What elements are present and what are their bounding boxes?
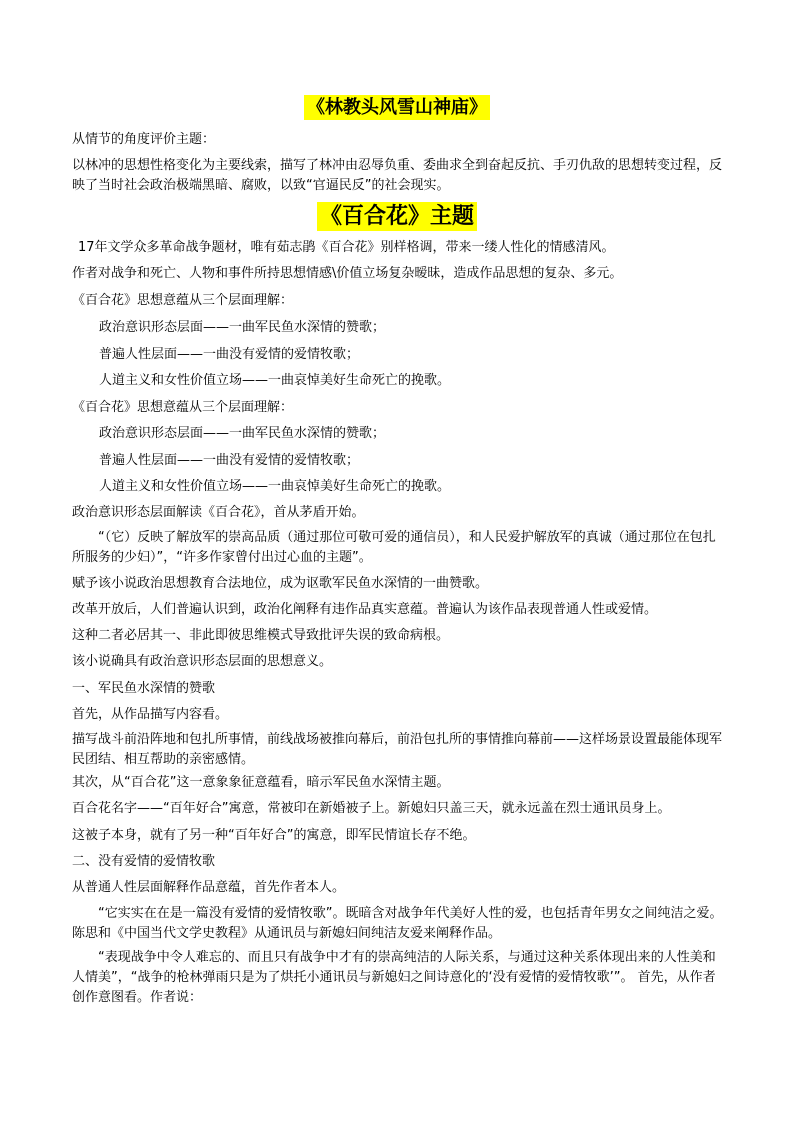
paragraph: 描写战斗前沿阵地和包扎所事情，前线战场被推向幕后，前沿包扎所的事情推向幕前——这样场景设置最能体现军民团结、相互帮助的亲密感情。 <box>72 732 723 767</box>
list-item: 普遍人性层面——一曲没有爱情的爱情牧歌； <box>99 453 360 468</box>
paragraph: 政治意识形态层面解读《百合花》，首从茅盾开始。 <box>72 505 365 520</box>
section-heading: 二、没有爱情的爱情牧歌 <box>72 854 216 869</box>
paragraph: 首先，从作品描写内容看。 <box>72 707 229 722</box>
paragraph: 从情节的角度评价主题： <box>72 132 216 147</box>
list-item: 人道主义和女性价值立场——一曲哀悼美好生命死亡的挽歌。 <box>99 479 451 494</box>
paragraph: 从普通人性层面解释作品意蕴，首先作者本人。 <box>72 880 346 895</box>
heading-lin-chong-text: 《林教头风雪山神庙》 <box>304 95 490 120</box>
paragraph: 《百合花》思想意蕴从三个层面理解： <box>72 400 294 415</box>
paragraph: 这种二者必居其一、非此即彼思维模式导致批评失误的致命病根。 <box>72 628 450 643</box>
section-heading: 一、军民鱼水深情的赞歌 <box>72 681 216 696</box>
heading-baihehua <box>0 203 794 231</box>
paragraph: 以林冲的思想性格变化为主要线索，描写了林冲由忍辱负重、委曲求全到奋起反抗、手刃仇敌的思想转变过程，反映了当时社会政治极端黑暗、腐败，以致“官逼民反”的社会现实。 <box>72 158 723 193</box>
paragraph: 作者对战争和死亡、人物和事件所持思想情感\价值立场复杂暧昧，造成作品思想的复杂、多元。 <box>72 266 623 281</box>
paragraph: 该小说确具有政治意识形态层面的思想意义。 <box>72 654 333 669</box>
paragraph: “它实实在在是一篇没有爱情的爱情牧歌”。既暗含对战争年代美好人性的爱，也包括青年男女之间纯洁之爱。陈思和《中国当代文学史教程》从通讯员与新媳妇间纯洁友爱来阐释作品。 <box>72 906 723 941</box>
paragraph: “（它）反映了解放军的崇高品质（通过那位可敬可爱的通信员），和人民爱护解放军的真诚（通过那位在包扎所服务的少妇）”，“许多作家曾付出过心血的主题”。 <box>72 530 716 565</box>
paragraph: 《百合花》思想意蕴从三个层面理解： <box>72 293 294 308</box>
paragraph: 赋予该小说政治思想教育合法地位，成为讴歌军民鱼水深情的一曲赞歌。 <box>72 576 489 591</box>
paragraph: 17年文学众多革命战争题材，唯有茹志鹃《百合花》别样格调，带来一缕人性化的情感清风。 <box>78 240 615 255</box>
paragraph: 这被子本身，就有了另一种“百年好合”的寓意，即军民情谊长存不绝。 <box>72 828 476 843</box>
heading-lin-chong <box>0 96 794 120</box>
list-item: 人道主义和女性价值立场——一曲哀悼美好生命死亡的挽歌。 <box>99 373 451 388</box>
list-item: 政治意识形态层面——一曲军民鱼水深情的赞歌； <box>99 426 386 441</box>
paragraph: 改革开放后，人们普遍认识到，政治化阐释有违作品真实意蕴。普遍认为该作品表现普通人性或爱情。 <box>72 602 658 617</box>
paragraph: 百合花名字——“百年好合”寓意，常被印在新婚被子上。新媳妇只盖三天，就永远盖在烈士通讯员身上。 <box>72 801 671 816</box>
list-item: 普遍人性层面——一曲没有爱情的爱情牧歌； <box>99 347 360 362</box>
paragraph: “表现战争中令人难忘的、而且只有战争中才有的崇高纯洁的人际关系，与通过这种关系体现出来的人性美和人情美”，“战争的枪林弹雨只是为了烘托小通讯员与新媳妇之间诗意化的‘没有爱情的爱情牧歌’”。 首先，从作者创作意图看。作者说： <box>72 950 716 1005</box>
paragraph: 其次，从“百合花”这一意象象征意蕴看，暗示军民鱼水深情主题。 <box>72 775 450 790</box>
list-item: 政治意识形态层面——一曲军民鱼水深情的赞歌； <box>99 320 386 335</box>
heading-baihehua-text: 《百合花》主题 <box>317 202 477 231</box>
